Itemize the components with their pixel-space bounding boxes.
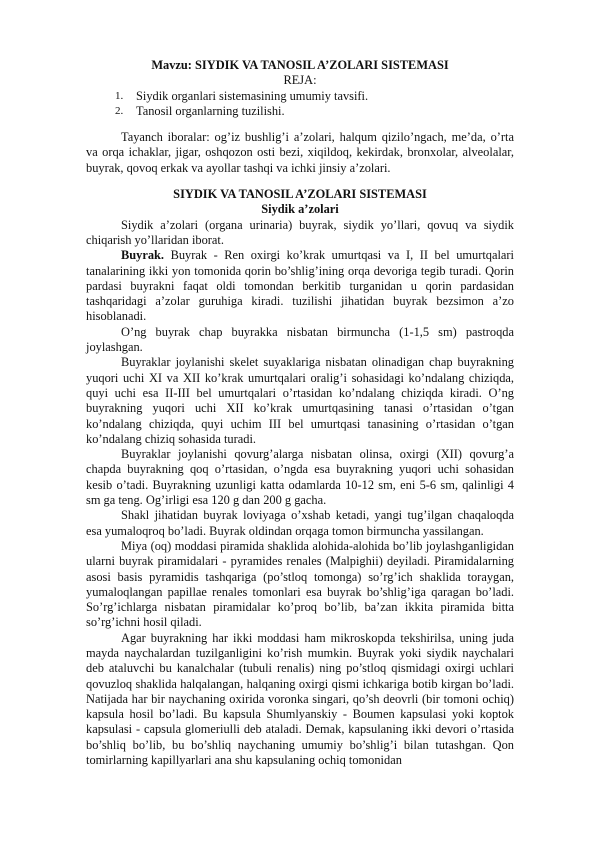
body-paragraph: Buyraklar joylanishi skelet suyaklariga nisbatan olinadigan chap buyrakning yuqori uchi XI va XII ko’krak umurtqalari oralig’i sohasidagi ko’ndalang chiziqda, quyi uchi esa II-III bel umurtqalari o’rtasidan ko’ndalang chiziqda kiradi. O’ng buyrakning yuqori uchi XII ko’krak umurtqasining tanasi o’rtasidan o’tgan ko’ndalang chiziqda, quyi uchim III bel umurtqasi tanasining o’rtasidan o’tgan ko’ndalang chiziq sohasida turadi. — [86, 355, 514, 446]
plan-item — [86, 89, 514, 104]
plan-item-number: 1. — [115, 89, 124, 102]
plan-list — [86, 89, 514, 120]
body-paragraph: Buyrak. Buyrak - Ren oxirgi ko’krak umurtqasi va I, II bel umurtqalari tanalarining ikki yon tomonida qorin bo’shlig’ining orqa devoriga tegib turadi. Qorin pardasi buyrakni faqat oldi tomondan berkitib turganidan u qorin pardasidan tashqaridagi a’zolar guruhiga kiradi. tuzilishi jihatidan buyrak bezsimon a’zo hisoblanadi. — [86, 248, 514, 324]
body-paragraph: Buyraklar joylanishi qovurg’alarga nisbatan olinsa, oxirgi (XII) qovurg’a chapda buyrakning qoq o’rtasidan, o’ngda esa buyrakning yuqori uchi sohasidan kesib o’tadi. Buyrakning uzunligi katta odamlarda 10-12 sm, eni 5-6 sm, qalinligi 4 sm ga teng. Og’irligi esa 120 g dan 200 g gacha. — [86, 447, 514, 508]
body-paragraph: Siydik a’zolari (organa urinaria) buyrak, siydik yo’llari, qovuq va siydik chiqarish yo’llaridan iborat. — [86, 217, 514, 247]
body-paragraph: Miya (oq) moddasi piramida shaklida alohida-alohida bo’lib joylashganligidan ularni buyrak piramidalari - pyramides renales (Malpighii) deyiladi. Piramidalarning asosi basis pyramidis tashqariga (po’stloq tomonga) so’rg’ich shaklida toraygan, yumaloqlangan papillae renales tomonlari esa buyrak bo’shlig’iga qaragan bo’ladi. So’rg’ichlarga nisbatan piramidalar ko’proq bo’lib, ba’zan ikkita piramida bitta so’rg’ichni hosil qiladi. — [86, 538, 514, 630]
body-paragraph: Shakl jihatidan buyrak loviyaga o’xshab ketadi, yangi tug’ilgan chaqaloqda esa yumaloqroq bo’ladi. Buyrak oldindan orqaga tomon birmuncha yassilangan. — [86, 508, 514, 538]
plan-item-number: 2. — [115, 104, 124, 117]
document-title: Mavzu: SIYDIK VA TANOSIL A’ZOLARI SISTEMASI — [151, 58, 449, 72]
section-title: SIYDIK VA TANOSIL A’ZOLARI SISTEMASI — [173, 187, 427, 202]
paragraph-lead: Buyrak. — [121, 248, 165, 263]
subsection-title: Siydik a’zolari — [261, 202, 339, 217]
plan-item-text: Siydik organlari sistemasining umumiy tavsifi. — [136, 88, 369, 103]
plan-item — [86, 104, 514, 119]
plan-heading: REJA: — [283, 73, 317, 88]
body-paragraph: Agar buyrakning har ikki moddasi ham mikroskopda tekshirilsa, uning juda mayda naychalardan tuzilganligini ko’rish mumkin. Buyrak yoki siydik naychalari deb ataluvchi bu kanalchalar (tubuli renalis) ning po’stloq qismidagi oxirgi uchlari qovuzloq shaklida halqalangan, halqaning oxirgi qismi ichkariga botib kirgan bo’ladi. Natijada har bir naychaning oxirida voronka singari, qo’sh deovrli (bir tomoni ochiq) kapsula hosil bo’ladi. Bu kapsula Shumlyanskiy - Boumen kapsulasi yoki koptok kapsulasi - capsula glomeriulli deb ataladi. Demak, kapsulaning ikki devori o’rtasida bo’shliq bo’lib, bu bo’shliq naychaning umumiy bo’shlig’i bilan tutashgan. Qon tomirlarning kapillyarlari ana shu kapsulaning ochiq tomonidan — [86, 630, 514, 768]
body-paragraph: O’ng buyrak chap buyrakka nisbatan birmuncha (1-1,5 sm) pastroqda joylashgan. — [86, 324, 514, 355]
keywords-paragraph: Tayanch iboralar: og’iz bushlig’i a’zolari, halqum qizilo’ngach, me’da, o’rta va orqa ichaklar, jigar, oshqozon osti bezi, xiqildoq, kekirdak, bronxolar, alveolalar, buyrak, qovoq erkak va ayollar tashqi va ichki jinsiy a’zolari. — [86, 130, 514, 175]
document-page — [86, 58, 514, 768]
plan-item-text: Tanosil organlarning tuzilishi. — [136, 103, 285, 118]
